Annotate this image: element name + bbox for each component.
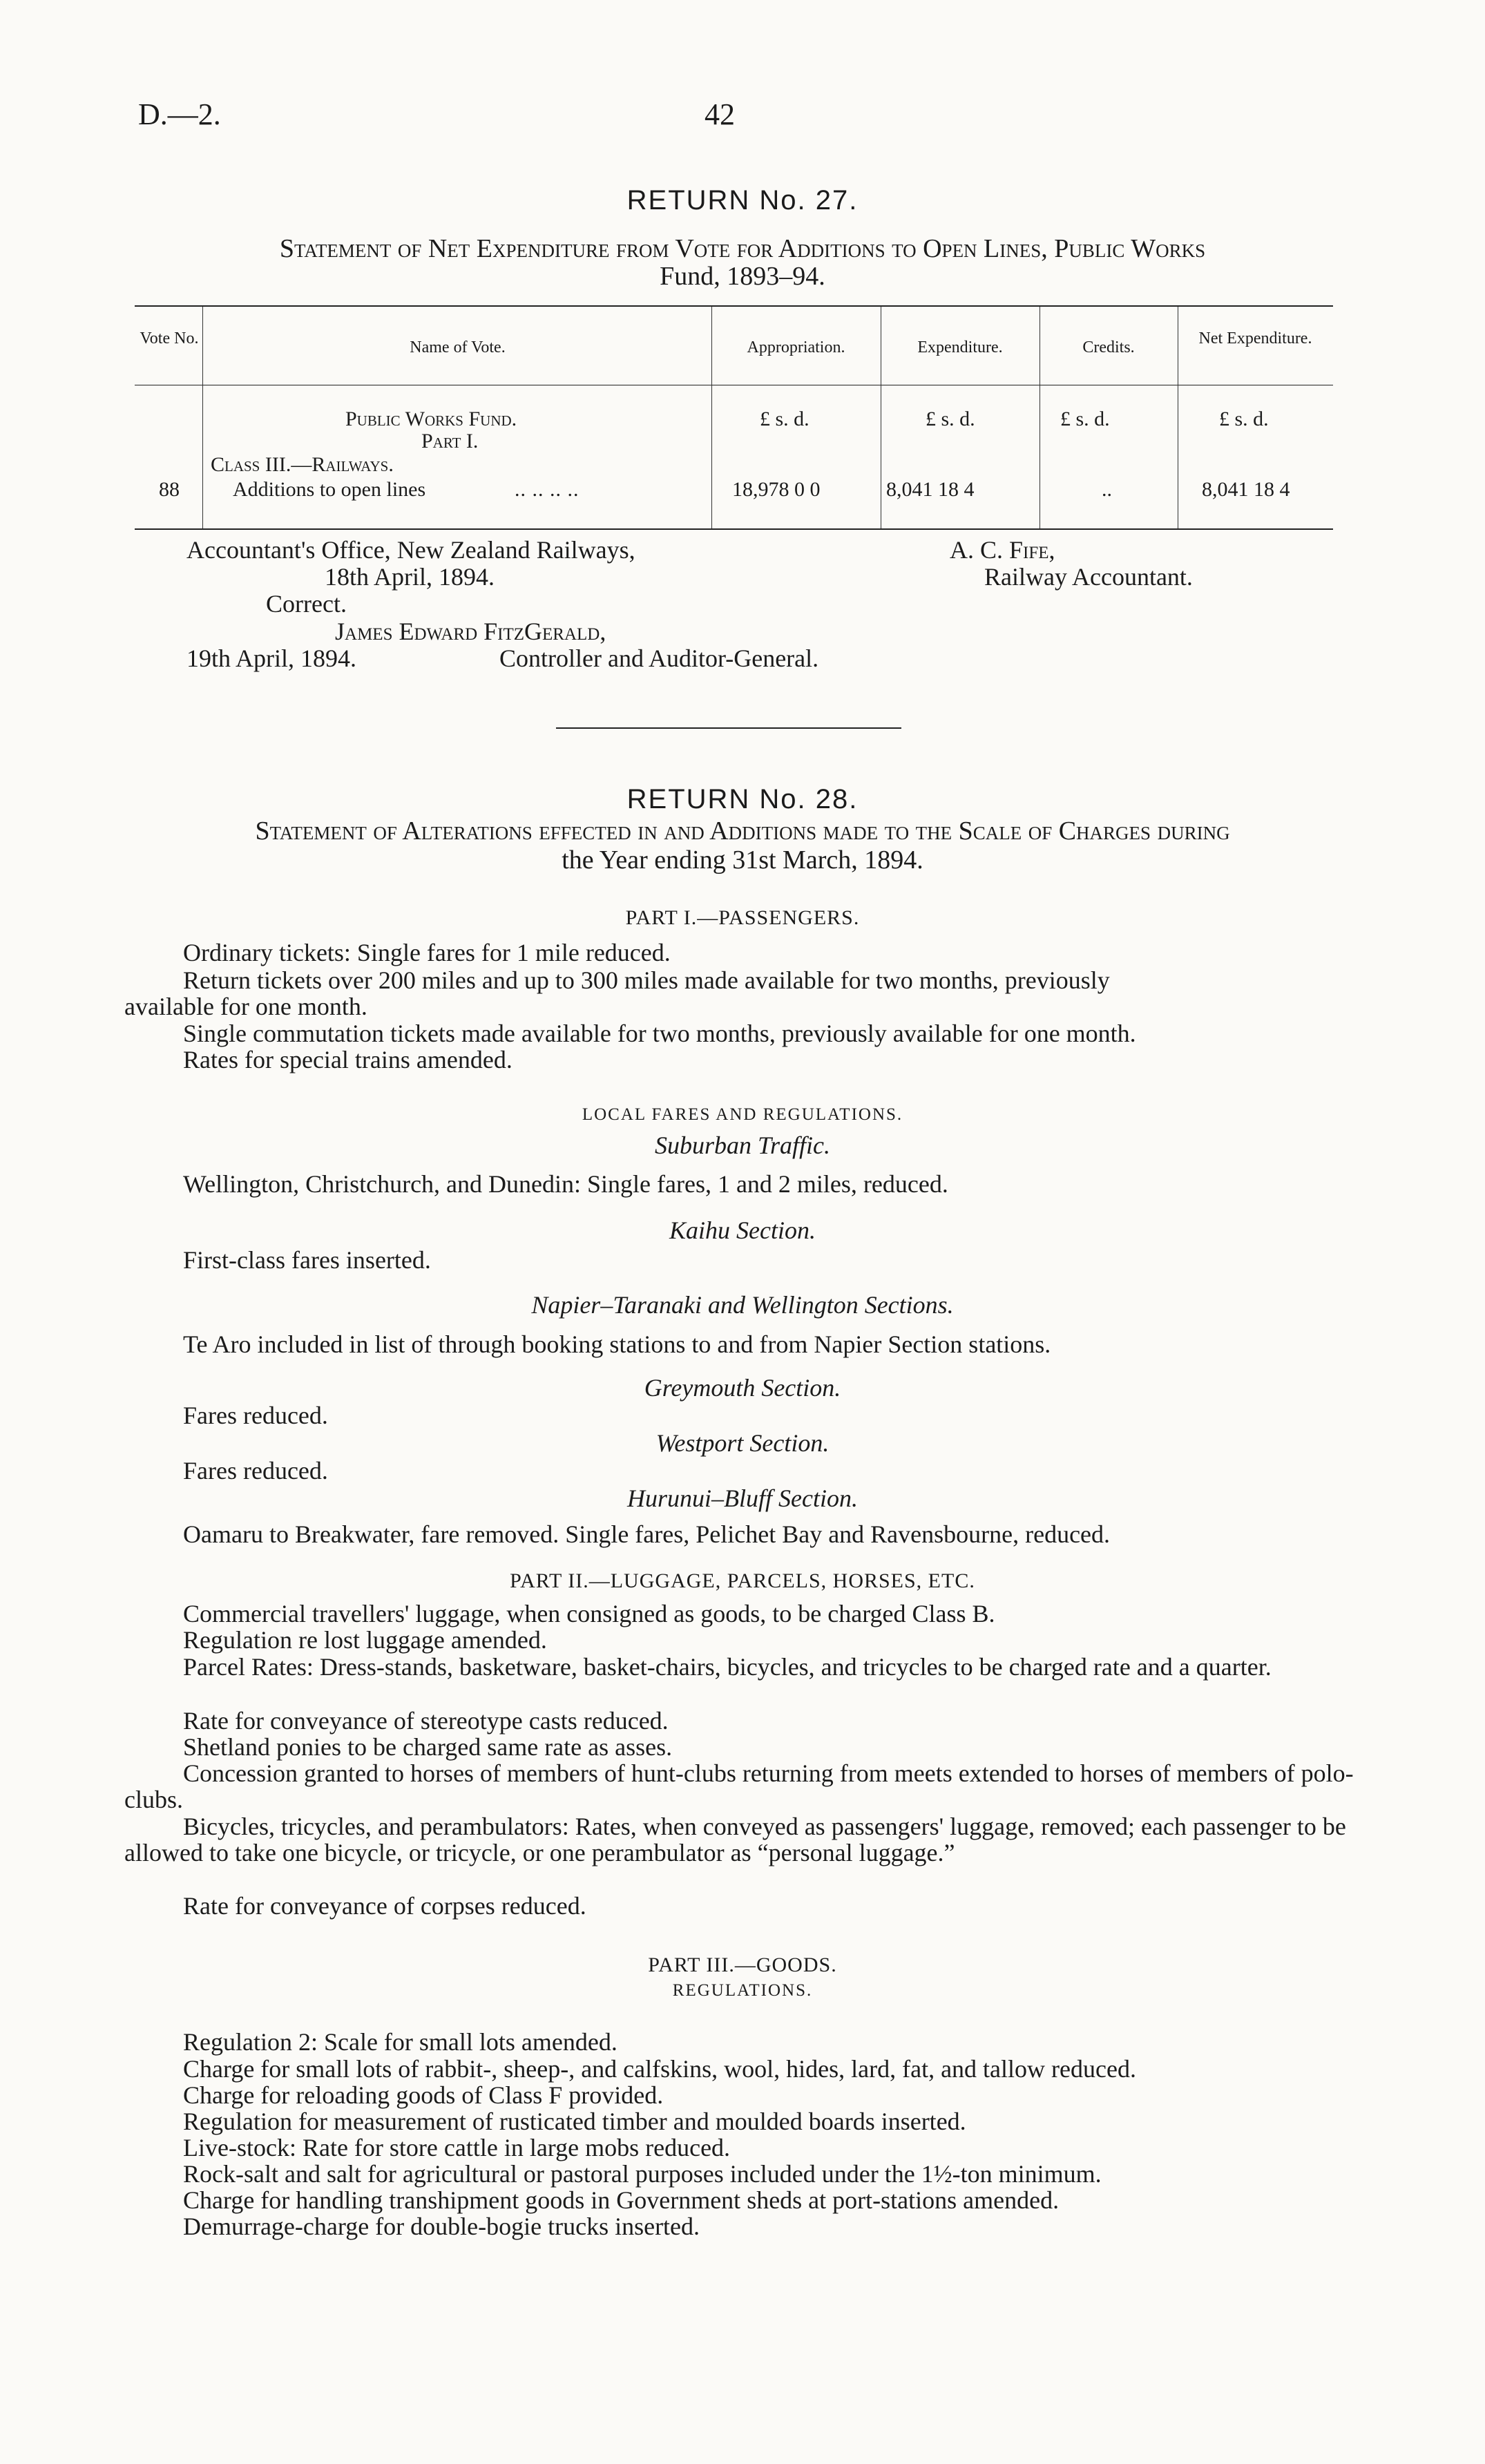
correct-label: Correct. [266, 590, 347, 618]
part-label: Part I. [421, 430, 479, 452]
fund-label: Public Works Fund. [345, 408, 517, 430]
part-2-item: Regulation re lost luggage amended. [183, 1626, 547, 1654]
part-3-item: Regulation for measurement of rusticated timber and moulded boards inserted. [183, 2108, 966, 2135]
part-3-item: Charge for reloading goods of Class F provided. [183, 2081, 664, 2109]
appropriation-units: £ s. d. [760, 408, 809, 430]
document-reference: D.—2. [138, 97, 221, 131]
part-2-item: Rate for conveyance of corpses reduced. [183, 1892, 586, 1920]
return-27-title: RETURN No. 27. [626, 185, 859, 216]
accountant-office: Accountant's Office, New Zealand Railways, [186, 536, 635, 564]
part-3-item: Charge for small lots of rabbit-, sheep-, and calfskins, wool, hides, lard, fat, and tallow reduced. [183, 2055, 1136, 2083]
row-leaders: .. .. .. .. [515, 478, 579, 501]
page-number: 42 [705, 97, 735, 131]
row-expenditure: 8,041 18 4 [886, 478, 975, 501]
part-2-heading: PART II.—LUGGAGE, PARCELS, HORSES, ETC. [510, 1569, 975, 1592]
row-credits: .. [1102, 478, 1112, 501]
net-units: £ s. d. [1219, 408, 1269, 430]
return-27-caption-line-2: Fund, 1893–94. [660, 262, 825, 291]
section-text: Fares reduced. [183, 1402, 328, 1429]
table-column-divider [711, 307, 712, 528]
section-heading: Suburban Traffic. [654, 1131, 831, 1159]
regulations-heading: REGULATIONS. [672, 1981, 813, 2000]
return-28-caption-line-2: the Year ending 31st March, 1894. [562, 846, 923, 875]
part-1-item: Rates for special trains amended. [183, 1046, 512, 1073]
part-3-item: Demurrage-charge for double-bogie trucks inserted. [183, 2213, 700, 2240]
section-text: Te Aro included in list of through booking stations to and from Napier Section stations. [183, 1330, 1051, 1358]
table-top-rule [135, 305, 1333, 307]
part-1-heading: PART I.—PASSENGERS. [625, 906, 860, 929]
part-2-item: Concession granted to horses of members of hunt-clubs returning from meets extended to horses of members of polo-clubs. [124, 1759, 1354, 1813]
return-28-caption-line-1: Statement of Alterations effected in and Additions made to the Scale of Charges during [255, 816, 1230, 846]
row-vote-no: 88 [159, 478, 180, 501]
header-expenditure: Expenditure. [917, 338, 1003, 356]
part-2-item: Bicycles, tricycles, and perambulators: Rates, when conveyed as passengers' luggage, removed; each passenger to be allowed to take one bicycle, or tricycle, or one perambulator as “personal luggage.” [124, 1813, 1346, 1866]
part-3-item: Rock-salt and salt for agricultural or pastoral purposes included under the 1½-ton minimum. [183, 2160, 1102, 2188]
section-heading: Westport Section. [655, 1429, 830, 1457]
row-net-expenditure: 8,041 18 4 [1202, 478, 1290, 501]
row-appropriation: 18,978 0 0 [732, 478, 821, 501]
class-label: Class III.—Railways. [211, 453, 394, 476]
part-1-item: Return tickets over 200 miles and up to 300 miles made available for two months, previously [183, 966, 1110, 994]
signatory-fitzgerald: James Edward FitzGerald, [335, 618, 606, 645]
part-2-item: Shetland ponies to be charged same rate as asses. [183, 1733, 673, 1761]
part-2-item: Rate for conveyance of stereotype casts reduced. [183, 1707, 669, 1735]
part-2-item: Parcel Rates: Dress-stands, basketware, basket-chairs, bicycles, and tricycles to be charged rate and a quarter. [183, 1653, 1272, 1681]
header-appropriation: Appropriation. [747, 338, 845, 356]
header-vote-no: Vote No. [140, 330, 199, 347]
section-heading: Kaihu Section. [669, 1216, 816, 1244]
part-2-item: Commercial travellers' luggage, when consigned as goods, to be charged Class B. [183, 1600, 995, 1627]
section-text: Wellington, Christchurch, and Dunedin: Single fares, 1 and 2 miles, reduced. [183, 1170, 948, 1198]
header-net-expenditure: Net Expenditure. [1198, 330, 1312, 347]
section-heading: Hurunui–Bluff Section. [627, 1484, 858, 1512]
part-1-item: available for one month. [124, 993, 367, 1020]
section-text: First-class fares inserted. [183, 1246, 431, 1274]
part-3-item: Charge for handling transhipment goods in Government sheds at port-stations amended. [183, 2186, 1060, 2214]
section-text: Oamaru to Breakwater, fare removed. Single fares, Pelichet Bay and Ravensbourne, reduced. [183, 1520, 1111, 1548]
expenditure-units: £ s. d. [926, 408, 975, 430]
part-1-item: Single commutation tickets made available for two months, previously available for one month. [183, 1020, 1136, 1047]
part-3-heading: PART III.—GOODS. [648, 1954, 837, 1976]
return-27-caption-line-1: Statement of Net Expenditure from Vote for Additions to Open Lines, Public Works [279, 234, 1206, 263]
signature-date-1: 18th April, 1894. [325, 563, 495, 591]
section-heading: Greymouth Section. [644, 1374, 841, 1402]
part-1-item: Ordinary tickets: Single fares for 1 mile reduced. [183, 939, 671, 966]
section-heading: Napier–Taranaki and Wellington Sections. [531, 1291, 954, 1319]
header-credits: Credits. [1082, 338, 1135, 356]
header-name-of-vote: Name of Vote. [410, 338, 506, 356]
signatory-fife: A. C. Fife, [950, 536, 1055, 564]
table-bottom-rule [135, 528, 1333, 530]
section-separator [556, 727, 901, 729]
return-28-title: RETURN No. 28. [626, 784, 859, 814]
signature-date-2: 19th April, 1894. [186, 644, 357, 672]
local-fares-heading: LOCAL FARES AND REGULATIONS. [582, 1105, 903, 1124]
part-3-item: Regulation 2: Scale for small lots amended. [183, 2028, 617, 2056]
part-3-item: Live-stock: Rate for store cattle in large mobs reduced. [183, 2134, 731, 2161]
row-vote-name: Additions to open lines [233, 478, 426, 501]
credits-units: £ s. d. [1060, 408, 1110, 430]
table-column-divider [202, 307, 203, 528]
section-text: Fares reduced. [183, 1457, 328, 1484]
signatory-fife-role: Railway Accountant. [984, 563, 1193, 591]
signatory-fitzgerald-role: Controller and Auditor-General. [499, 644, 819, 672]
